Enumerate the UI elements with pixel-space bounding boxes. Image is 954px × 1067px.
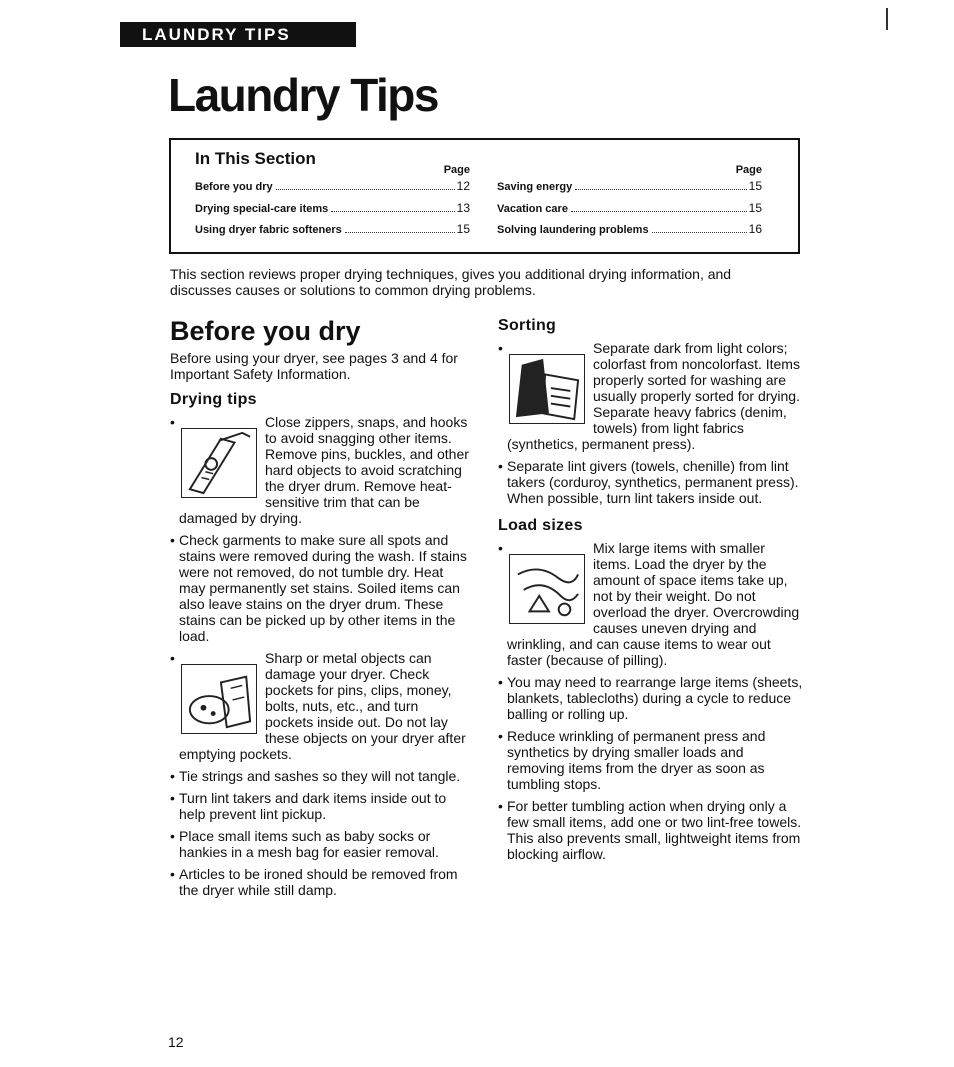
- page-column-label: Page: [735, 164, 762, 176]
- page-column-label: Page: [443, 164, 470, 176]
- list-item-text: Articles to be ironed should be removed from the dryer while still damp.: [179, 866, 458, 898]
- contents-entry-page: 12: [456, 179, 470, 193]
- leader-dots: [345, 232, 455, 233]
- contents-entry[interactable]: [497, 179, 762, 201]
- list-item-text: Separate dark from light colors; colorfast from noncolorfast. Items properly sorted for washing are usually properly sorted for drying. Separate heavy fabrics (denim, towels) from light fabrics (synthetics, permanent press).: [507, 340, 800, 452]
- leader-dots: [652, 232, 747, 233]
- leader-dots: [575, 189, 746, 190]
- list-item: [170, 650, 470, 762]
- list-item-text: Reduce wrinkling of permanent press and synthetics by drying smaller loads and removing items from the dryer as soon as tumbling stops.: [507, 728, 766, 792]
- list-item: [498, 340, 803, 452]
- contents-entry-label: Vacation care: [497, 202, 568, 215]
- right-column: [498, 316, 803, 868]
- sorting-heading: Sorting: [498, 317, 557, 334]
- list-item: [170, 768, 470, 784]
- list-item: [170, 790, 470, 822]
- pocket-objects-illustration-icon: [181, 664, 257, 734]
- sorted-clothes-illustration-icon: [509, 354, 585, 424]
- contents-entry[interactable]: [497, 201, 762, 223]
- contents-entry-label: Solving laundering problems: [497, 224, 649, 236]
- leader-dots: [276, 189, 455, 190]
- contents-entry[interactable]: [497, 222, 762, 244]
- list-item: [498, 540, 803, 668]
- contents-entry-page: 15: [748, 200, 762, 215]
- contents-column-left: [195, 164, 470, 244]
- section-banner: LAUNDRY TIPS: [120, 22, 356, 47]
- contents-entry-label: Saving energy: [497, 181, 573, 193]
- list-item-text: You may need to rearrange large items (sheets, blankets, tablecloths) during a cycle to reduce balling or rolling up.: [507, 674, 803, 722]
- leader-dots: [331, 211, 454, 212]
- list-item-text: Place small items such as baby socks or hankies in a mesh bag for easier removal.: [179, 828, 439, 860]
- list-item-text: Mix large items with smaller items. Load the dryer by the amount of space items take up, not by their weight. Do not overload the dryer. Overcrowding causes uneven drying and wrinkling, and can cause items to wear out faster (because of pilling).: [507, 540, 800, 668]
- contents-column-right: [497, 164, 762, 244]
- page-title: Laundry Tips: [168, 69, 438, 121]
- contents-entry-page: 13: [456, 200, 470, 215]
- contents-entry-page: 16: [748, 222, 762, 236]
- page-edge-mark: [886, 8, 888, 30]
- contents-entry[interactable]: [195, 201, 470, 223]
- before-you-dry-heading: Before you dry: [170, 316, 361, 346]
- list-item: [170, 414, 470, 526]
- leader-dots: [571, 211, 747, 212]
- before-you-dry-text: Before using your dryer, see pages 3 and 4 for Important Safety Information.: [170, 350, 458, 382]
- list-item: [170, 532, 470, 644]
- contents-entry-page: 15: [748, 179, 762, 193]
- list-item-text: Check garments to make sure all spots and stains were removed during the wash. If stains were not removed, do not tumble dry. Heat may permanently set stains. Soiled items can also leave stains on the dryer drum. These stains can be picked up by other items in the load.: [179, 532, 467, 644]
- list-item-text: Sharp or metal objects can damage your dryer. Check pockets for pins, clips, money, bolts, nuts, etc., and turn pockets inside out. Do not lay these objects on your dryer after emptying pockets.: [179, 650, 466, 762]
- list-item: [498, 798, 803, 862]
- load-sizes-heading: Load sizes: [498, 517, 583, 534]
- contents-entry-label: Drying special-care items: [195, 202, 329, 215]
- contents-entry-page: 15: [456, 222, 470, 236]
- contents-entry-label: Before you dry: [195, 181, 273, 193]
- mixed-load-illustration-icon: [509, 554, 585, 624]
- section-intro: This section reviews proper drying techniques, gives you additional drying information, and discusses causes or solutions to common drying problems.: [170, 266, 732, 298]
- list-item-text: Tie strings and sashes so they will not tangle.: [179, 768, 461, 784]
- page-number: 12: [168, 1034, 184, 1050]
- contents-entry[interactable]: [195, 179, 470, 201]
- list-item: [170, 866, 470, 898]
- list-item: [170, 828, 470, 860]
- zipper-illustration-icon: [181, 428, 257, 498]
- list-item-text: For better tumbling action when drying only a few small items, add one or two lint-free towels. This also prevents small, lightweight items from blocking airflow.: [507, 798, 802, 862]
- drying-tips-heading: Drying tips: [170, 391, 257, 408]
- list-item-text: Turn lint takers and dark items inside out to help prevent lint pickup.: [179, 790, 447, 822]
- list-item-text: Separate lint givers (towels, chenille) from lint takers (corduroy, synthetics, permanent press). When possible, turn lint takers inside out.: [507, 458, 799, 506]
- left-column: [170, 316, 470, 904]
- contents-entry-label: Using dryer fabric softeners: [195, 224, 342, 236]
- list-item: [498, 674, 803, 722]
- list-item: [498, 458, 803, 506]
- section-contents-box: [169, 138, 800, 254]
- contents-heading: In This Section: [195, 149, 316, 168]
- list-item-text: Close zippers, snaps, and hooks to avoid snagging other items. Remove pins, buckles, and other hard objects to avoid scratching the dryer drum. Remove heat-sensitive trim that can be damaged by drying.: [179, 414, 469, 526]
- contents-entry[interactable]: [195, 222, 470, 244]
- list-item: [498, 728, 803, 792]
